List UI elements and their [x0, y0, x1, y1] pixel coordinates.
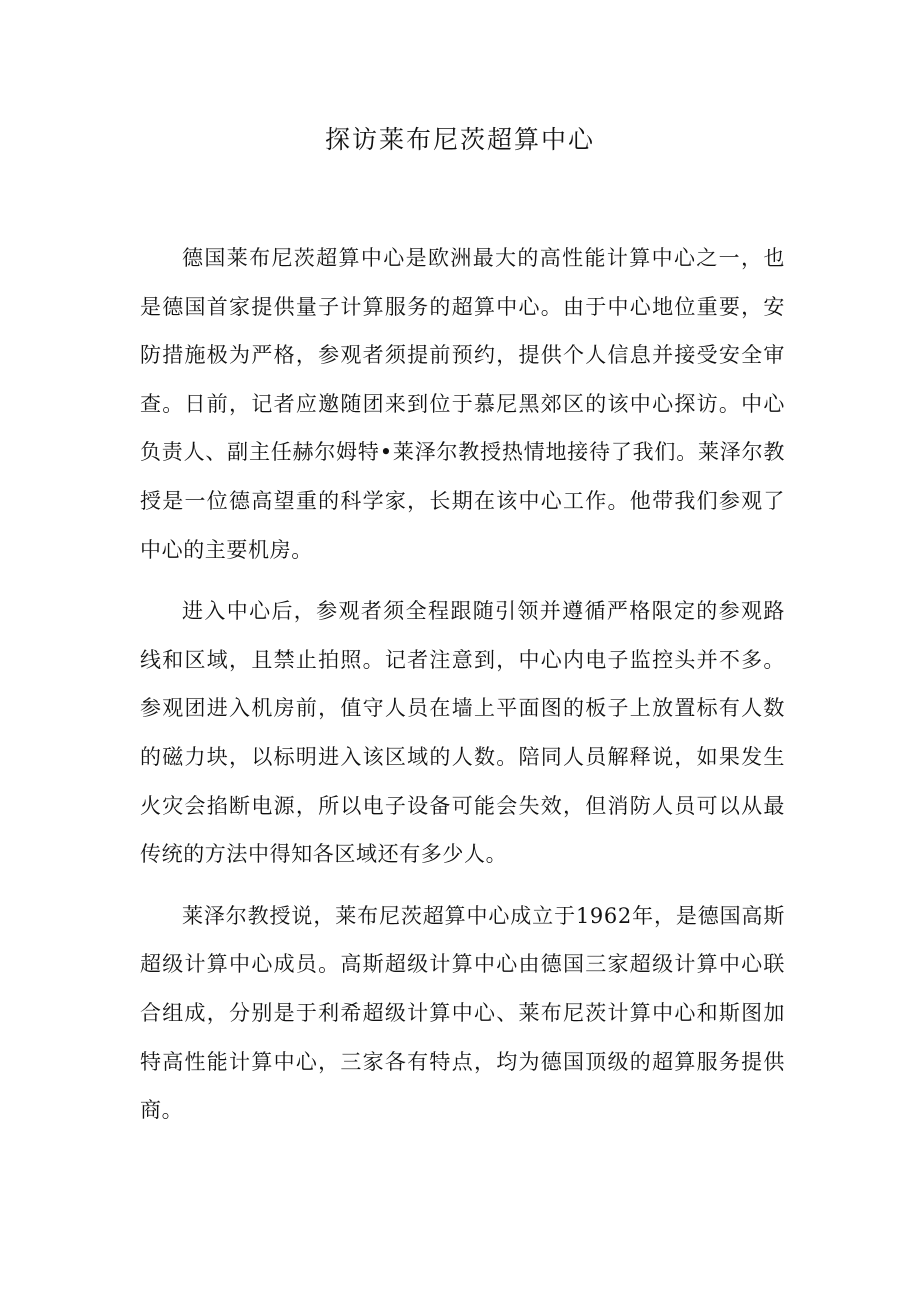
document-title: 探访莱布尼茨超算中心 [324, 125, 595, 154]
paragraph-1: 德国莱布尼茨超算中心是欧洲最大的高性能计算中心之一，也是德国首家提供量子计算服务的超算中心。由于中心地位重要，安防措施极为严格，参观者须提前预约，提供个人信息并接受安全审查。日前，记者应邀随团来到位于慕尼黑郊区的该中心探访。中心负责人、副主任赫尔姆特•莱泽尔教授热情地接待了我们。莱泽尔教授是一位德高望重的科学家，长期在该中心工作。他带我们参观了中心的主要机房。 [140, 246, 785, 562]
paragraph-3: 莱泽尔教授说，莱布尼茨超算中心成立于1962年，是德国高斯超级计算中心成员。高斯超级计算中心由德国三家超级计算中心联合组成，分别是于利希超级计算中心、莱布尼茨计算中心和斯图加特高性能计算中心，三家各有特点，均为德国顶级的超算服务提供商。 [140, 903, 785, 1123]
paragraph-2: 进入中心后，参观者须全程跟随引领并遵循严格限定的参观路线和区域，且禁止拍照。记者注意到，中心内电子监控头并不多。参观团进入机房前，值守人员在墙上平面图的板子上放置标有人数的磁力块，以标明进入该区域的人数。陪同人员解释说，如果发生火灾会掐断电源，所以电子设备可能会失效，但消防人员可以从最传统的方法中得知各区域还有多少人。 [140, 599, 785, 867]
document-body [140, 234, 785, 1148]
